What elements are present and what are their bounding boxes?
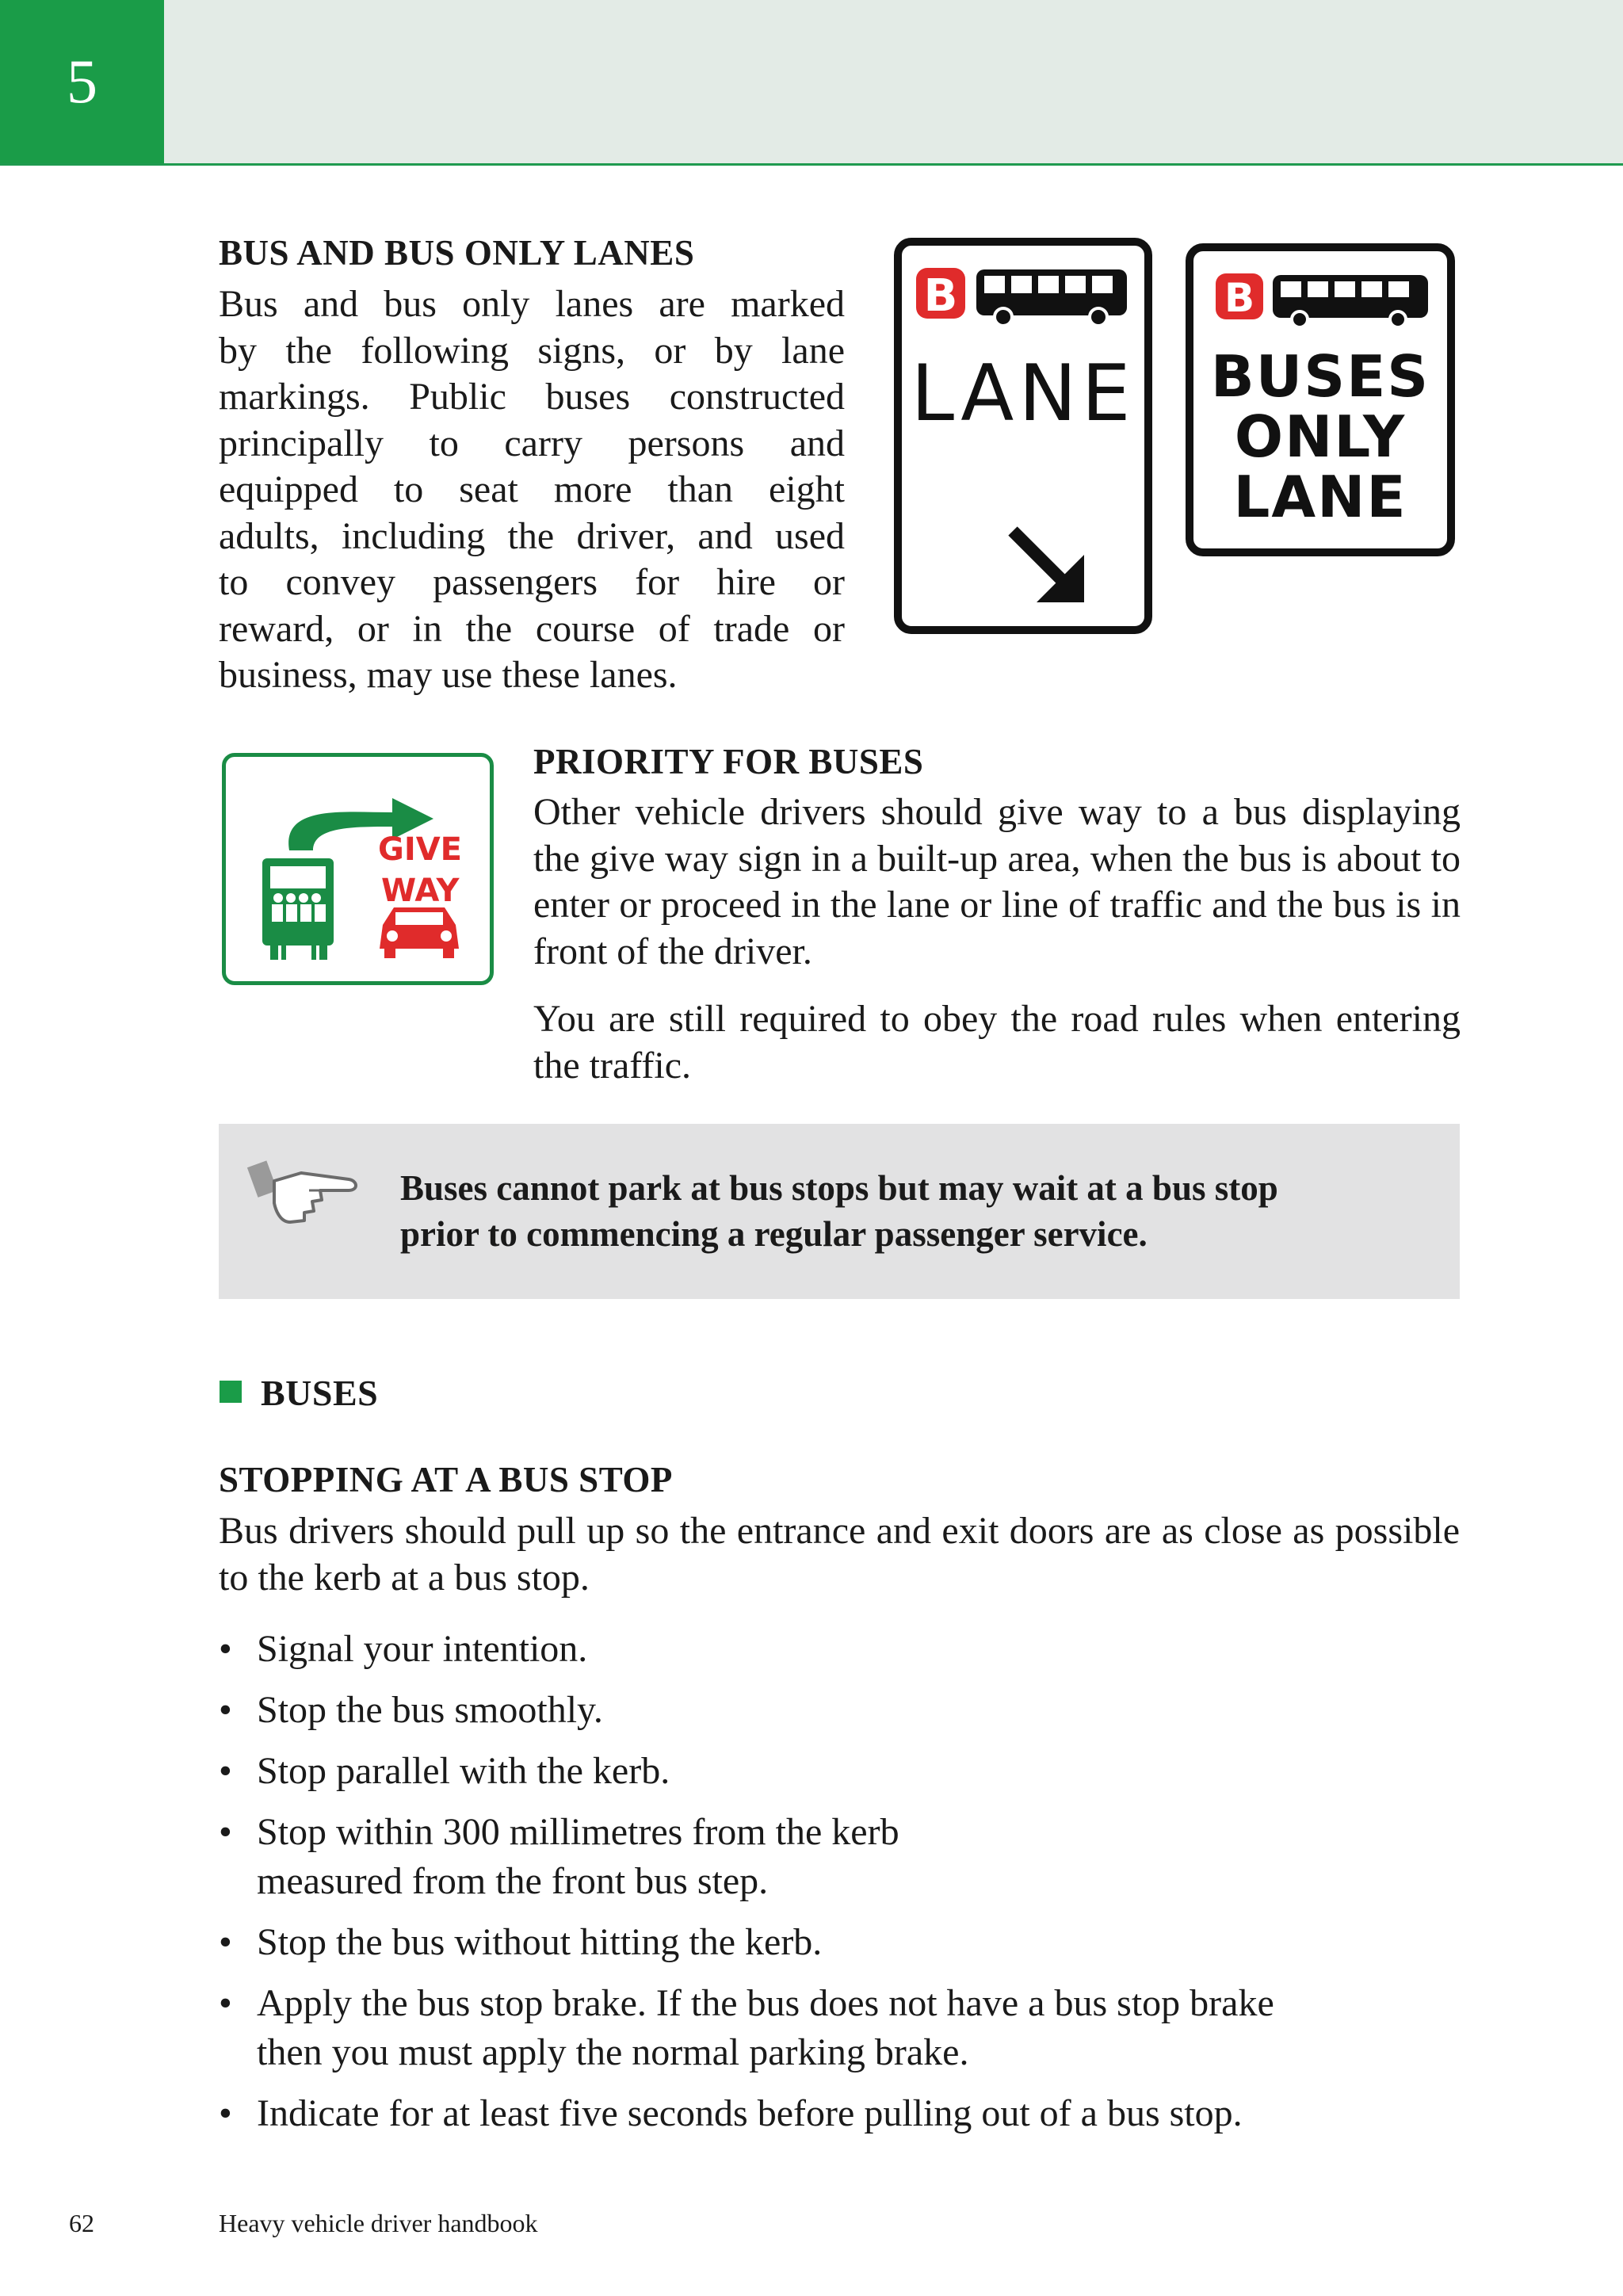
list-item-line: • Stop parallel with the kerb. bbox=[257, 1750, 670, 1792]
header-band bbox=[0, 0, 1623, 166]
list-item bbox=[219, 1918, 1471, 1967]
bus-lanes-line: reward, or in the course of trade or bbox=[219, 607, 845, 650]
bus-lanes-line: principally to carry persons and bbox=[219, 422, 845, 464]
give-way-bus-sign bbox=[222, 753, 494, 985]
bus-lanes-line: to convey passengers for hire or bbox=[219, 561, 845, 603]
sign-badge-letter: B bbox=[1224, 275, 1255, 321]
bus-lanes-heading: BUS AND BUS ONLY LANES bbox=[219, 233, 695, 273]
section-square-icon bbox=[220, 1381, 242, 1403]
list-item-line: then you must apply the normal parking brake. bbox=[257, 2031, 969, 2073]
bus-lanes-line: by the following signs, or by lane bbox=[219, 329, 845, 372]
bus-stop-intro: Bus drivers should pull up so the entrance and exit doors are as close as possible to the kerb at a bus stop. bbox=[219, 1510, 1460, 1599]
bus-icon bbox=[902, 254, 1144, 341]
note-text bbox=[400, 1165, 1430, 1257]
list-item-line: • Stop the bus without hitting the kerb. bbox=[257, 1921, 823, 1963]
bus-lanes-paragraph bbox=[219, 281, 845, 699]
bus-lanes-line: equipped to seat more than eight bbox=[219, 468, 845, 510]
sign-buses-word: BUSES bbox=[1210, 343, 1430, 410]
bus-lanes-line: adults, including the driver, and used bbox=[219, 514, 845, 557]
footer-title: Heavy vehicle driver handbook bbox=[219, 2209, 538, 2237]
list-item-line: • Indicate for at least five seconds before pulling out of a bus stop. bbox=[257, 2092, 1243, 2134]
priority-obey-paragraph: You are still required to obey the road rules when entering the traffic. bbox=[533, 998, 1461, 1087]
bus-icon bbox=[1193, 259, 1447, 338]
list-item bbox=[219, 1686, 1471, 1735]
page-number: 62 bbox=[69, 2209, 94, 2237]
bus-lanes-line: business, may use these lanes. bbox=[219, 654, 678, 696]
list-item-line: • Signal your intention. bbox=[257, 1628, 588, 1670]
give-way-bus-icon bbox=[226, 757, 490, 981]
bus-stop-bullet-list bbox=[219, 1625, 1471, 2150]
note-line: prior to commencing a regular passenger service. bbox=[400, 1214, 1148, 1254]
sign-lane-word: LANE bbox=[1233, 464, 1407, 530]
give-way-give-word: GIVE bbox=[378, 831, 462, 868]
list-item-line: measured from the front bus step. bbox=[257, 1860, 769, 1902]
bus-lane-sign bbox=[894, 238, 1152, 634]
chapter-number: 5 bbox=[0, 0, 164, 163]
give-way-way-word: WAY bbox=[381, 873, 460, 909]
bus-lanes-line: markings. Public buses constructed bbox=[219, 376, 845, 418]
list-item bbox=[219, 1747, 1471, 1796]
bus-lanes-line: Bus and bus only lanes are marked bbox=[219, 283, 845, 325]
list-item bbox=[219, 2089, 1471, 2138]
list-item bbox=[219, 1979, 1471, 2077]
priority-paragraph: Other vehicle drivers should give way to a bus displaying the give way sign in a built-up area, when the bus is about to enter or proceed in the lane or line of traffic and the bus is in front of the driver. bbox=[533, 791, 1461, 972]
list-item-line: • Stop the bus smoothly. bbox=[257, 1689, 603, 1731]
note-line: Buses cannot park at bus stops but may wait at a bus stop bbox=[400, 1168, 1278, 1208]
pointing-hand-icon bbox=[246, 1148, 372, 1243]
list-item-line: • Apply the bus stop brake. If the bus does not have a bus stop brake bbox=[257, 1982, 1274, 2024]
bus-stop-heading: STOPPING AT A BUS STOP bbox=[219, 1460, 673, 1499]
arrow-down-right-icon bbox=[1005, 523, 1100, 618]
sign-only-word: ONLY bbox=[1234, 403, 1407, 470]
sign-lane-word: LANE bbox=[911, 349, 1136, 439]
list-item bbox=[219, 1808, 1471, 1906]
buses-section-heading: BUSES bbox=[261, 1373, 379, 1413]
list-item bbox=[219, 1625, 1471, 1674]
buses-only-lane-sign bbox=[1186, 243, 1455, 556]
list-item-line: • Stop within 300 millimetres from the kerb bbox=[257, 1811, 899, 1853]
priority-heading: PRIORITY FOR BUSES bbox=[533, 742, 924, 781]
sign-badge-letter: B bbox=[923, 270, 958, 322]
